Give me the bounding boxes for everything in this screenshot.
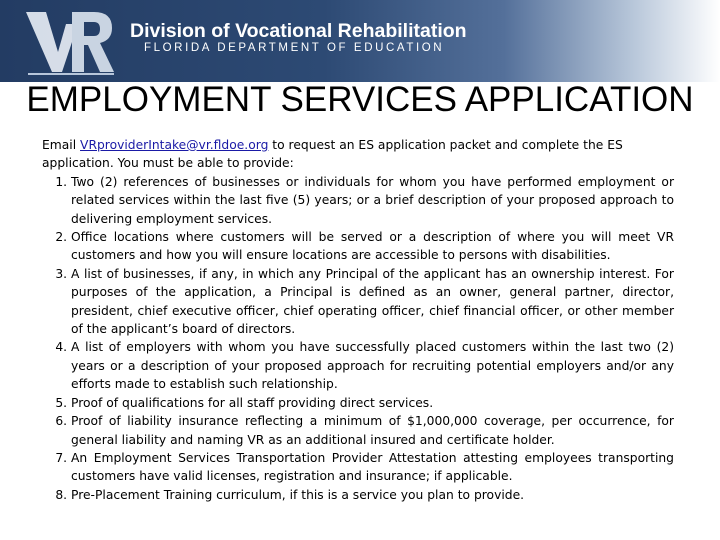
list-item: 6. Proof of liability insurance reflecting a minimum of $1,000,000 coverage, per occurrence, for general liability and naming VR as an additional insured and certificate holder.: [71, 412, 674, 449]
vr-logo: [22, 6, 118, 78]
list-item: 7. An Employment Services Transportation Provider Attestation attesting employees transporting customers have valid licenses, registration and insurance; if applicable.: [71, 449, 674, 486]
intake-email-link[interactable]: VRproviderIntake@vr.fldoe.org: [80, 138, 269, 152]
list-item: 1. Two (2) references of businesses or individuals for whom you have performed employment or related services within the last five (5) years; or a brief description of your proposed approach to delivering employment services.: [71, 173, 674, 228]
requirements-list: [42, 173, 674, 504]
org-subtitle: FLORIDA DEPARTMENT OF EDUCATION: [144, 42, 445, 54]
list-item: 3. A list of businesses, if any, in which any Principal of the applicant has an ownership interest. For purposes of the application, a Principal is defined as an owner, general partner, director, president, chief executive officer, chief operating officer, chief financial officer, or other member of the applicant’s board of directors.: [71, 265, 674, 339]
list-item: 8. Pre-Placement Training curriculum, if this is a service you plan to provide.: [71, 486, 674, 504]
header-banner: [0, 0, 720, 82]
intro-prefix: Email: [42, 138, 81, 152]
org-name: Division of Vocational Rehabilitation: [130, 20, 467, 42]
list-item: 2. Office locations where customers will be served or a description of where you will meet VR customers and how you will ensure locations are accessible to persons with disabilities.: [71, 228, 674, 265]
page-title: EMPLOYMENT SERVICES APPLICATION: [26, 80, 694, 119]
intro-paragraph: [42, 136, 674, 173]
list-item: 4. A list of employers with whom you have successfully placed customers within the last two (2) years or a description of your proposed approach for recruiting potential employers and/or any efforts made to establish such relationship.: [71, 338, 674, 393]
application-requirements: [42, 136, 674, 504]
intro-suffix: to request an ES application packet and complete the ES application. You must be able to provide:: [42, 138, 623, 171]
list-item: 5. Proof of qualifications for all staff providing direct services.: [71, 394, 674, 412]
